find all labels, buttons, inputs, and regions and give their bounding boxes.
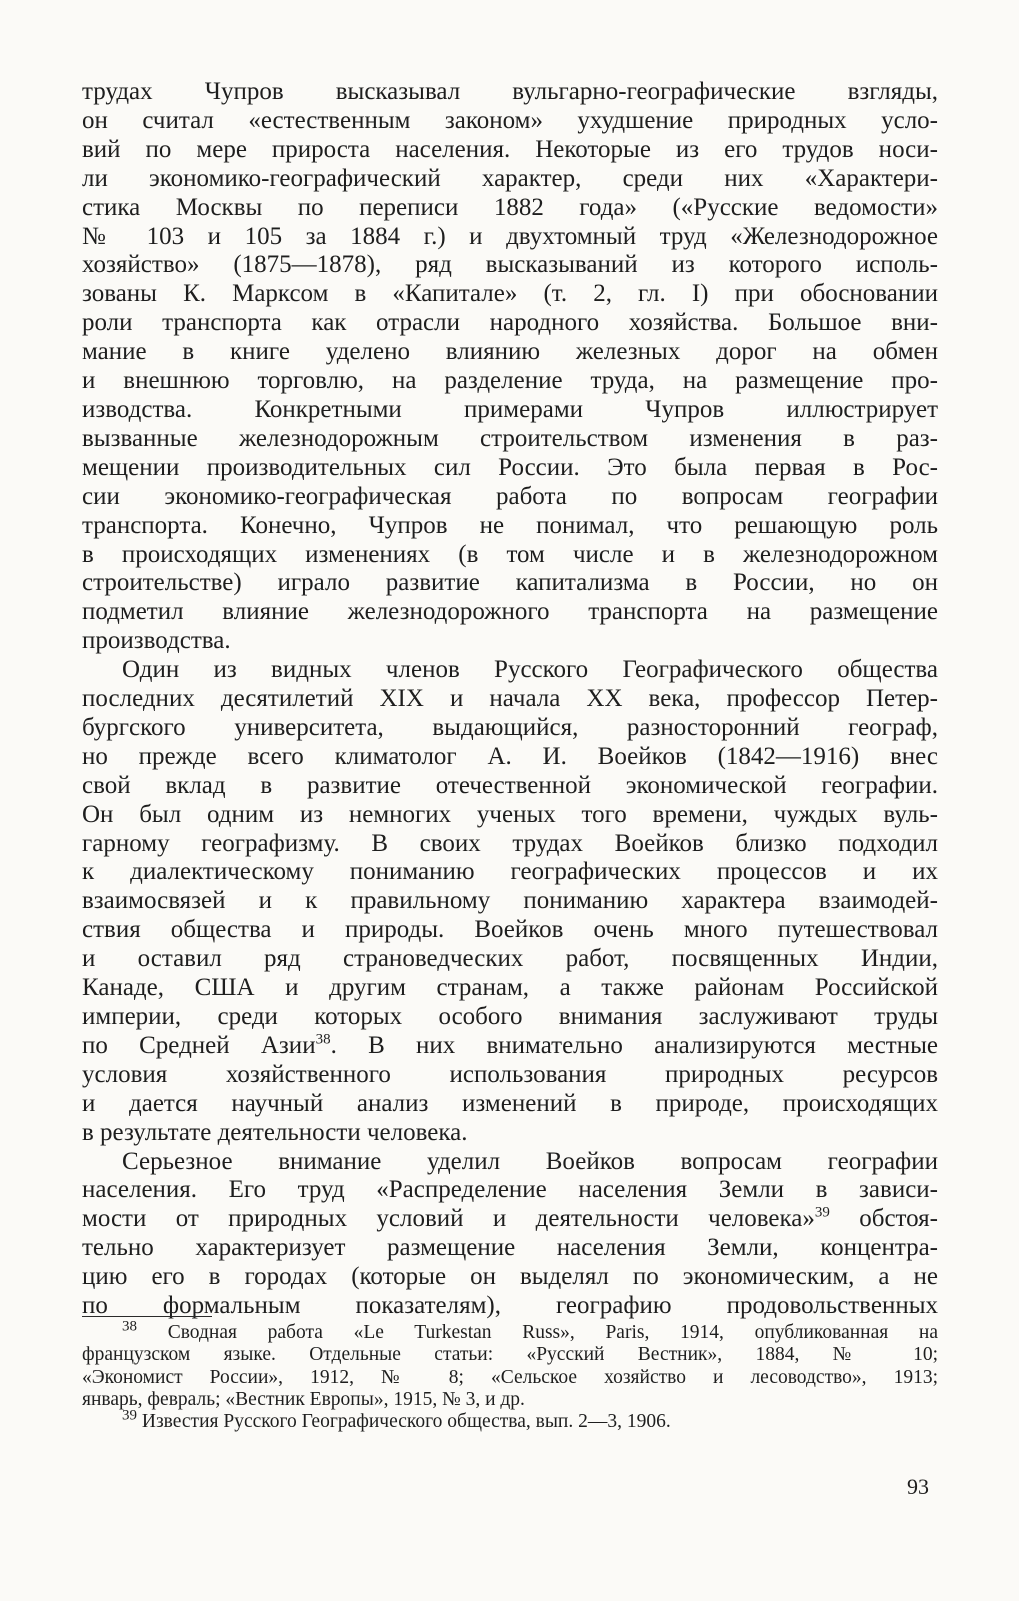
text-line: цию его в городах (которые он выделял по экономическим, а не xyxy=(82,1263,938,1291)
text-line-with-footnote-ref xyxy=(82,1032,938,1061)
footnote-line: французском языке. Отдельные статьи: «Русский Вестник», 1884, № 10; xyxy=(82,1344,938,1366)
text-line: роли транспорта как отрасли народного хозяйства. Большое вни- xyxy=(82,309,938,337)
text-line: последних десятилетий XIX и начала XX века, профессор Петер- xyxy=(82,685,938,713)
text-line: по формальным показателям), географию продовольственных xyxy=(82,1292,938,1320)
main-text xyxy=(82,78,938,1321)
text-line: в происходящих изменениях (в том числе и в железнодорожном xyxy=(82,540,938,568)
text-line-with-footnote-ref xyxy=(82,1205,938,1234)
text-line: подметил влияние железнодорожного транспорта на размещение xyxy=(82,598,938,626)
text-line: империи, среди которых особого внимания заслуживают труды xyxy=(82,1003,938,1030)
text-line: строительстве) играло развитие капитализма в России, но он xyxy=(82,569,938,597)
text-line: трудах Чупров высказывал вульгарно-географические взгляды, xyxy=(82,78,938,105)
text-line: и внешнюю торговлю, на разделение труда, на размещение про- xyxy=(82,367,938,395)
text-line: Серьезное внимание уделил Воейков вопросам географии xyxy=(122,1147,938,1175)
text-line: сии экономико-географическая работа по вопросам географии xyxy=(82,482,938,510)
text-line: хозяйство» (1875—1878), ряд высказываний из которого исполь- xyxy=(82,251,938,279)
text-line: вызванные железнодорожным строительством изменения в раз- xyxy=(82,424,938,452)
text-line: вий по мере прироста населения. Некоторые из его трудов носи- xyxy=(82,135,938,163)
text-span: по Средней Азии xyxy=(82,1031,316,1059)
text-line: но прежде всего климатолог А. И. Воейков (1842—1916) внес xyxy=(82,742,938,770)
footnote-text: Известия Русского Географического общества, вып. 2—3, 1906. xyxy=(137,1411,671,1433)
text-span: . В них внимательно анализируются местные xyxy=(330,1031,938,1059)
text-line: в результате деятельности человека. xyxy=(82,1118,468,1146)
footnote-text: Сводная работа «Le Turkestan Russ», Paris, 1914, опубликованная на xyxy=(137,1322,938,1343)
footnote-marker-39: 39 xyxy=(122,1407,137,1424)
footnote-marker-38: 38 xyxy=(122,1318,137,1335)
text-line: мание в книге уделено влиянию железных дорог на обмен xyxy=(82,338,938,366)
text-span: обстоя- xyxy=(829,1205,939,1233)
text-line: и дается научный анализ изменений в природе, происходящих xyxy=(82,1089,938,1117)
text-line: изводства. Конкретными примерами Чупров иллюстрирует xyxy=(82,395,938,423)
footnote-separator xyxy=(82,1316,212,1317)
text-line: тельно характеризует размещение населения Земли, концентра- xyxy=(82,1234,938,1262)
text-line: он считал «естественным законом» ухудшение природных усло- xyxy=(82,106,938,134)
text-line: Канаде, США и другим странам, а также районам Российской xyxy=(82,974,938,1002)
footnote-ref-38: 38 xyxy=(315,1031,331,1048)
footnote-line: «Экономист России», 1912, № 8; «Сельское хозяйство и лесоводство», 1913; xyxy=(82,1366,938,1388)
footnotes xyxy=(82,1318,938,1433)
footnote-39 xyxy=(82,1407,938,1433)
footnote-ref-39: 39 xyxy=(814,1205,830,1222)
text-line: населения. Его труд «Распределение населения Земли в зависи- xyxy=(82,1176,938,1204)
text-line: условия хозяйственного использования природных ресурсов xyxy=(82,1060,938,1088)
text-line: зованы К. Марксом в «Капитале» (т. 2, гл. I) при обосновании xyxy=(82,280,938,308)
text-line: мещении производительных сил России. Это была первая в Рос- xyxy=(82,453,938,481)
text-line: Один из видных членов Русского Географического общества xyxy=(122,656,938,684)
text-line: ствия общества и природы. Воейков очень много путешествовал xyxy=(82,916,938,944)
text-line: производства. xyxy=(82,627,231,655)
text-line: гарному географизму. В своих трудах Воейков близко подходил xyxy=(82,829,938,857)
page-number: 93 xyxy=(907,1474,929,1499)
text-line: стика Москвы по переписи 1882 года» («Русские ведомости» xyxy=(82,193,938,221)
text-line: ли экономико-географический характер, среди них «Характери- xyxy=(82,164,938,192)
footnote-38 xyxy=(82,1318,938,1344)
text-line: бургского университета, выдающийся, разносторонний географ, xyxy=(82,713,938,741)
text-line: Он был одним из немногих ученых того времени, чуждых вуль- xyxy=(82,800,938,828)
text-line: транспорта. Конечно, Чупров не понимал, что решающую роль xyxy=(82,511,938,539)
text-line: и оставил ряд страноведческих работ, посвященных Индии, xyxy=(82,945,938,973)
text-line: № 103 и 105 за 1884 г.) и двухтомный труд «Железнодорожное xyxy=(82,222,938,250)
text-span: мости от природных условий и деятельности человека» xyxy=(82,1205,815,1233)
footnote-line: январь, февраль; «Вестник Европы», 1915, № 3, и др. xyxy=(82,1388,525,1410)
text-line: взаимосвязей и к правильному пониманию характера взаимодей- xyxy=(82,887,938,915)
text-line: к диалектическому пониманию географических процессов и их xyxy=(82,858,938,886)
text-line: свой вклад в развитие отечественной экономической географии. xyxy=(82,771,938,799)
